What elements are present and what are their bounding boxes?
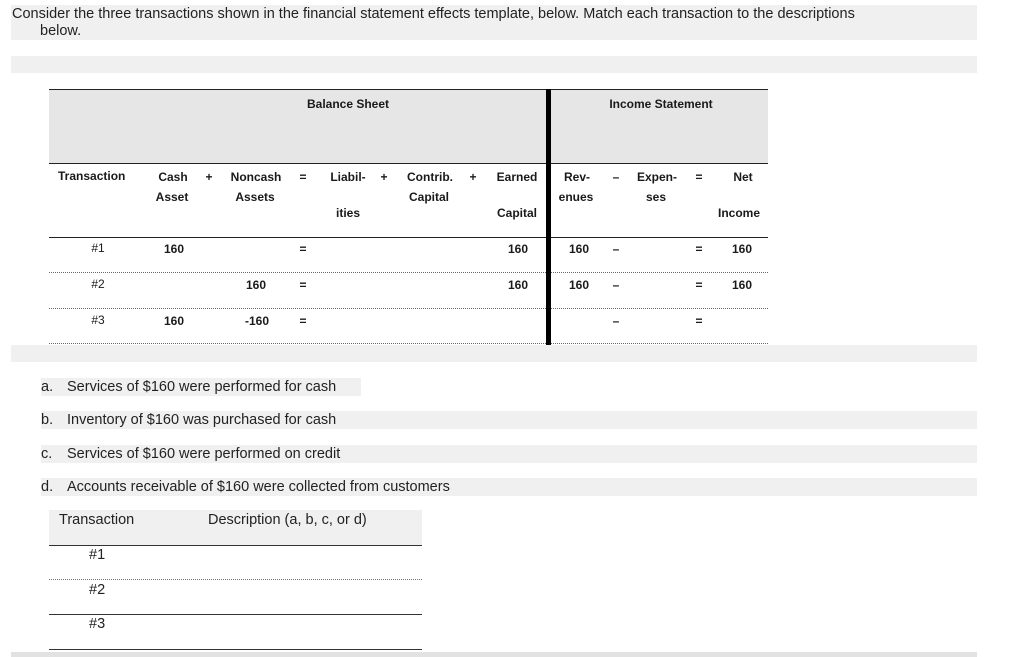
col-header-liabilities: Liabil- xyxy=(330,170,366,184)
spacer-band xyxy=(11,345,977,362)
template-bottom-rule xyxy=(49,343,768,344)
row-divider xyxy=(49,272,768,273)
balance-sheet-title: Balance Sheet xyxy=(306,97,390,111)
col-header-earned: Earned xyxy=(496,170,538,184)
question-prompt xyxy=(11,5,977,40)
cash-value: 160 xyxy=(163,314,185,328)
prompt-line-1: Consider the three transactions shown in the financial statement effects template, below. Match each transaction to the descriptions xyxy=(12,6,855,22)
equals-operator: = xyxy=(299,170,307,184)
earned-capital-value: 160 xyxy=(507,242,529,256)
earned-capital-value: 160 xyxy=(507,278,529,292)
col-header-description: Description (a, b, c, or d) xyxy=(208,512,367,528)
col-header-contrib: Contrib. xyxy=(407,170,453,184)
revenues-value: 160 xyxy=(568,242,590,256)
financial-statement-effects-template xyxy=(49,89,768,345)
option-text: Services of $160 were performed on credit xyxy=(67,446,341,462)
prompt-line-2: below. xyxy=(40,23,82,39)
column-header-rule xyxy=(49,237,768,238)
transaction-id: #1 xyxy=(91,241,105,255)
match-row-id: #1 xyxy=(89,547,106,563)
revenues-value: 160 xyxy=(568,278,590,292)
spacer-band xyxy=(11,56,977,73)
transaction-id: #3 xyxy=(91,313,105,327)
equals-operator: = xyxy=(695,278,703,292)
col-header-liabilities-sub: ities xyxy=(335,206,361,220)
col-header-transaction: Transaction xyxy=(59,512,135,528)
col-header-cash: Cash xyxy=(158,170,188,184)
option-letter: a. xyxy=(41,379,54,395)
col-header-expenses-sub: ses xyxy=(645,190,667,204)
net-income-value: 160 xyxy=(731,278,753,292)
row-divider xyxy=(49,308,768,309)
option-text: Services of $160 were performed for cash xyxy=(67,379,337,395)
equals-operator: = xyxy=(695,170,703,184)
equals-operator: = xyxy=(299,278,307,292)
minus-operator: – xyxy=(612,278,620,292)
col-header-expenses: Expen- xyxy=(636,170,678,184)
minus-operator: – xyxy=(612,242,620,256)
option-letter: b. xyxy=(41,412,54,428)
col-header-transaction: Transaction xyxy=(58,169,126,183)
col-header-noncash: Noncash xyxy=(230,170,282,184)
col-header-earned-sub: Capital xyxy=(496,206,538,220)
plus-operator: + xyxy=(469,170,477,184)
col-header-contrib-sub: Capital xyxy=(408,190,450,204)
col-header-noncash-sub: Assets xyxy=(235,190,275,204)
option-letter: d. xyxy=(41,479,54,495)
plus-operator: + xyxy=(380,170,388,184)
equals-operator: = xyxy=(299,242,307,256)
noncash-value: 160 xyxy=(245,278,267,292)
net-income-value: 160 xyxy=(731,242,753,256)
footer-bar xyxy=(11,652,977,657)
description-option-d xyxy=(41,478,977,496)
income-statement-title: Income Statement xyxy=(609,97,713,111)
row-rule xyxy=(49,614,422,615)
option-letter: c. xyxy=(41,446,53,462)
plus-operator: + xyxy=(205,170,213,184)
cash-value: 160 xyxy=(163,242,185,256)
description-option-a xyxy=(41,378,361,396)
match-row-id: #2 xyxy=(89,582,106,598)
matching-table xyxy=(49,510,422,650)
row-rule xyxy=(49,545,422,546)
template-top-rule xyxy=(49,89,768,90)
equals-operator: = xyxy=(695,242,703,256)
minus-operator: – xyxy=(612,170,620,184)
equals-operator: = xyxy=(299,314,307,328)
col-header-net-income: Net xyxy=(733,170,753,184)
description-option-c xyxy=(41,445,977,463)
statement-divider xyxy=(546,89,551,345)
equals-operator: = xyxy=(695,314,703,328)
col-header-cash-sub: Asset xyxy=(155,190,189,204)
header-rule xyxy=(49,163,768,164)
col-header-net-income-sub: Income xyxy=(717,206,761,220)
minus-operator: – xyxy=(612,314,620,328)
transaction-id: #2 xyxy=(91,277,105,291)
description-option-b xyxy=(41,411,977,429)
match-row-id: #3 xyxy=(89,616,106,632)
option-text: Inventory of $160 was purchased for cash xyxy=(67,412,337,428)
option-text: Accounts receivable of $160 were collected from customers xyxy=(67,479,450,495)
row-rule xyxy=(49,649,422,650)
row-rule xyxy=(49,579,422,580)
col-header-revenues: Rev- xyxy=(563,170,591,184)
noncash-value: -160 xyxy=(244,314,270,328)
col-header-revenues-sub: enues xyxy=(558,190,594,204)
